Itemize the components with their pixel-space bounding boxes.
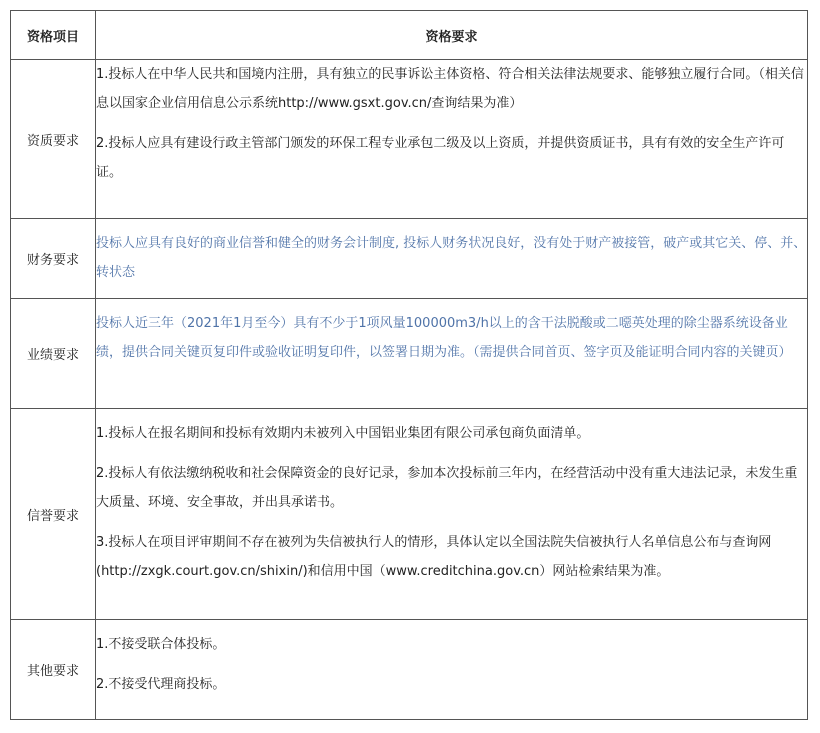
row-content [96,219,808,299]
row-content [96,620,808,720]
row-label: 信誉要求 [11,409,96,620]
requirement-paragraph: 投标人近三年（2021年1月至今）具有不少于1项风量100000m3/h以上的含干法脱酸或二噁英处理的除尘器系统设备业绩，提供合同关键页复印件或验收证明复印件，以签署日期为准。（需提供合同首页、签字页及能证明合同内容的关键页） [96,316,792,360]
requirement-paragraph: 2.不接受代理商投标。 [96,677,226,692]
row-content [96,409,808,620]
row-content [96,299,808,409]
row-credit [11,409,808,620]
requirement-paragraph: 3.投标人在项目评审期间不存在被列为失信被执行人的情形，具体认定以全国法院失信被执行人名单信息公布与查询网(http://zxgk.court.gov.cn/shixin/)和信用中国（www.creditchina.gov.cn）网站检索结果为准。 [96,535,772,579]
requirement-paragraph: 1.投标人在中华人民共和国境内注册，具有独立的民事诉讼主体资格、符合相关法律法规要求、能够独立履行合同。（相关信息以国家企业信用信息公示系统http://www.gsxt.gov.cn/查询结果为准） [96,67,804,111]
row-label: 业绩要求 [11,299,96,409]
row-content [96,60,808,219]
requirement-paragraph: 2.投标人应具有建设行政主管部门颁发的环保工程专业承包二级及以上资质，并提供资质证书，具有有效的安全生产许可证。 [96,136,785,180]
row-finance [11,219,808,299]
row-label: 资质要求 [11,60,96,219]
row-label: 财务要求 [11,219,96,299]
row-label: 其他要求 [11,620,96,720]
header-item: 资格项目 [11,11,96,60]
row-other [11,620,808,720]
row-performance [11,299,808,409]
qualification-table [10,10,808,720]
header-requirement: 资格要求 [96,11,808,60]
row-qualification [11,60,808,219]
requirement-paragraph: 2.投标人有依法缴纳税收和社会保障资金的良好记录，参加本次投标前三年内，在经营活动中没有重大违法记录，未发生重大质量、环境、安全事故，并出具承诺书。 [96,466,798,510]
requirement-paragraph: 1.不接受联合体投标。 [96,637,226,652]
requirement-paragraph: 1.投标人在报名期间和投标有效期内未被列入中国铝业集团有限公司承包商负面清单。 [96,426,590,441]
requirement-paragraph: 投标人应具有良好的商业信誉和健全的财务会计制度, 投标人财务状况良好，没有处于财产被接管，破产或其它关、停、并、转状态 [96,236,807,280]
table-header-row [11,11,808,60]
page-container [10,10,808,720]
